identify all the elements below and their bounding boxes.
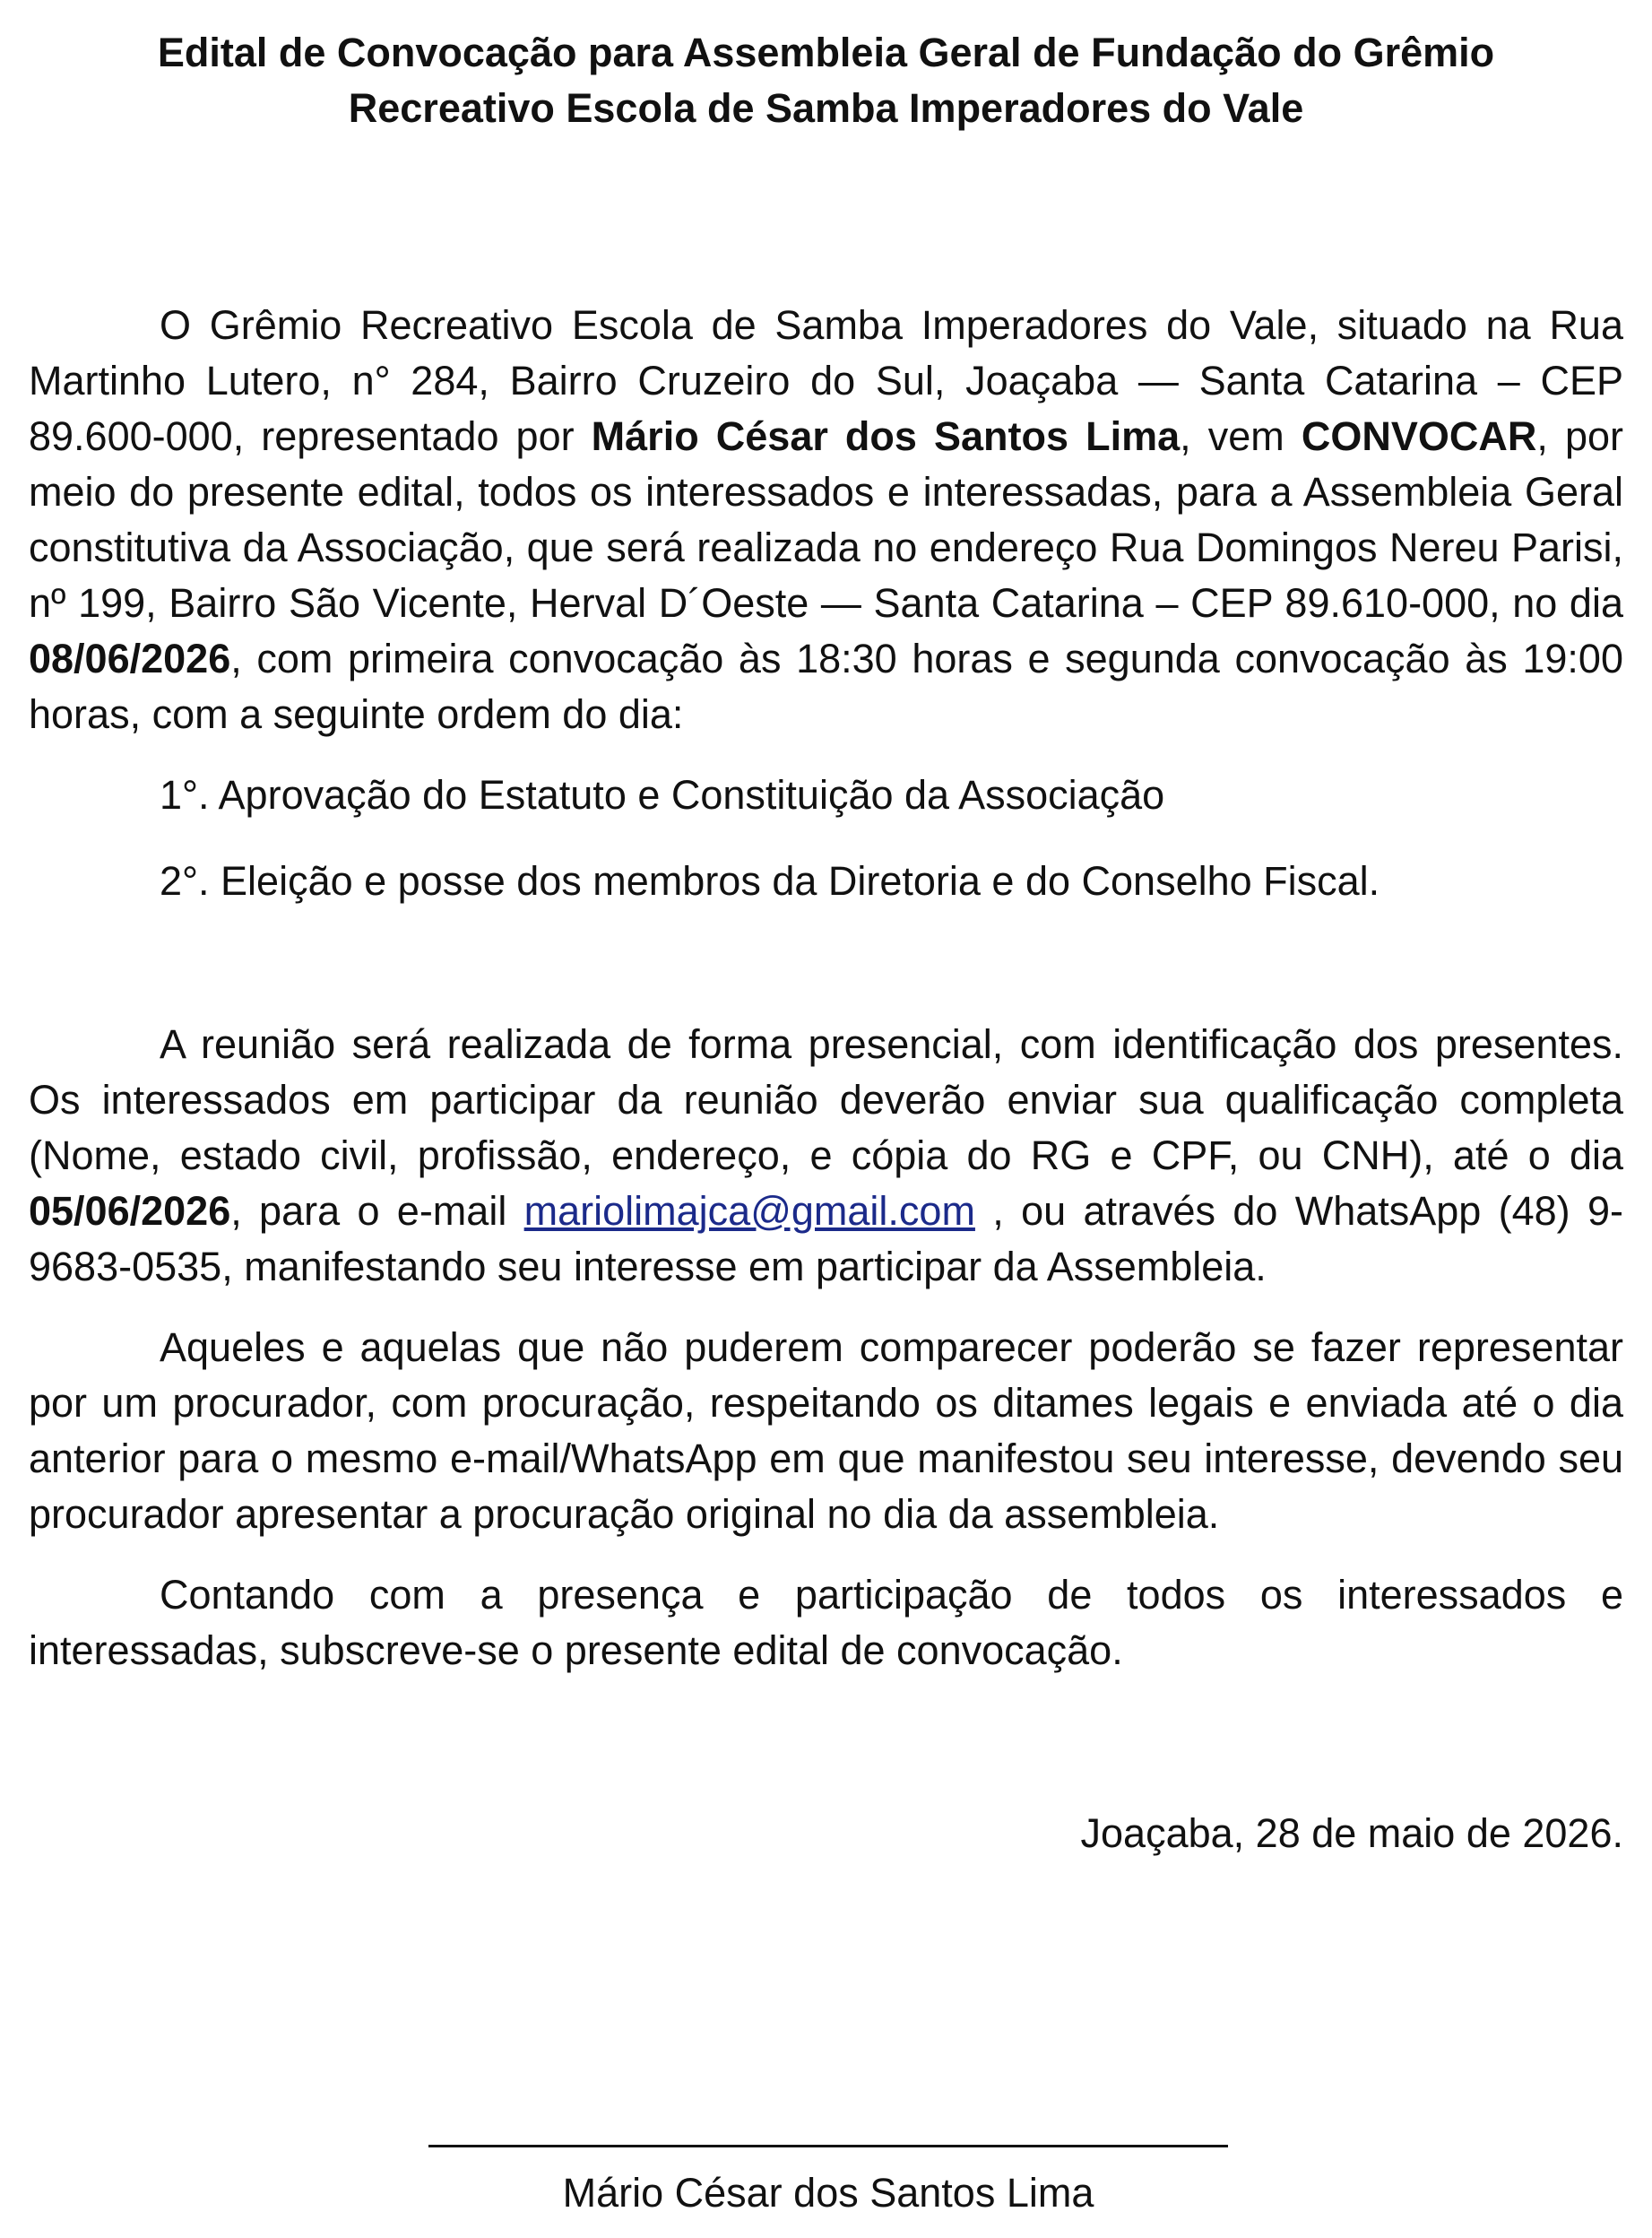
email-link[interactable]: mariolimajca@gmail.com (523, 1188, 975, 1234)
paragraph-2-text-a: A reunião será realizada de forma presencial, com identificação dos presentes. Os interessados em participar da reunião deverão enviar sua qualificação completa (Nome, estado civil, profissão, endereço, e cópia do RG e CPF, ou CNH), até o dia (29, 1021, 1623, 1178)
paragraph-1-text-b: , vem (1180, 413, 1302, 459)
convocar-keyword: CONVOCAR (1301, 413, 1537, 459)
agenda-item-2: 2°. Eleição e posse dos membros da Diretoria e do Conselho Fiscal. (160, 858, 1380, 904)
document-page (29, 25, 1623, 1861)
signature-block (428, 2145, 1228, 2221)
paragraph-2-text-b: , para o e-mail (230, 1188, 524, 1234)
place-and-date: Joaçaba, 28 de maio de 2026. (1080, 1810, 1623, 1856)
paragraph-1-text-c: , por meio do presente edital, todos os interessados e interessadas, para a Assembleia Geral constitutiva da Associação, que será realizada no endereço Rua Domingos Nereu Parisi, nº 199, Bairro São Vicente, Herval D´Oeste — Santa Catarina – CEP 89.610-000, no dia (29, 413, 1623, 626)
paragraph-registration (29, 1017, 1623, 1295)
paragraph-1-text-d: , com primeira convocação às 18:30 horas e segunda convocação às 19:00 horas, com a seguinte ordem do dia: (29, 636, 1623, 737)
paragraph-convocation (29, 298, 1623, 742)
paragraph-1-text-a: O Grêmio Recreativo Escola de Samba Imperadores do Vale, situado na Rua Martinho Lutero, n° 284, Bairro Cruzeiro do Sul, Joaçaba — Santa Catarina – CEP 89.600-000, representado por (29, 302, 1623, 459)
paragraph-proxy: Aqueles e aquelas que não puderem comparecer poderão se fazer representar por um procurador, com procuração, respeitando os ditames legais e enviada até o dia anterior para o mesmo e-mail/WhatsApp em que manifestou seu interesse, devendo seu procurador apresentar a procuração original no dia da assembleia. (29, 1324, 1623, 1537)
assembly-date: 08/06/2026 (29, 636, 231, 681)
representative-name: Mário César dos Santos Lima (591, 413, 1181, 459)
title-line-1: Edital de Convocação para Assembleia Geral de Fundação do Grêmio (157, 30, 1495, 75)
paragraph-2-text-c: , ou através do WhatsApp (48) 9-9683-0535, manifestando seu interesse em participar da Assembleia. (29, 1188, 1623, 1289)
document-title (29, 25, 1623, 136)
paragraph-closing: Contando com a presença e participação de todos os interessados e interessadas, subscreve-se o presente edital de convocação. (29, 1572, 1623, 1673)
signatory-name: Mário César dos Santos Lima (562, 2170, 1094, 2216)
title-line-2: Recreativo Escola de Samba Imperadores do Vale (348, 85, 1304, 131)
registration-deadline: 05/06/2026 (29, 1188, 231, 1234)
agenda-item-1: 1°. Aprovação do Estatuto e Constituição da Associação (160, 772, 1165, 818)
signature-line (428, 2145, 1228, 2147)
